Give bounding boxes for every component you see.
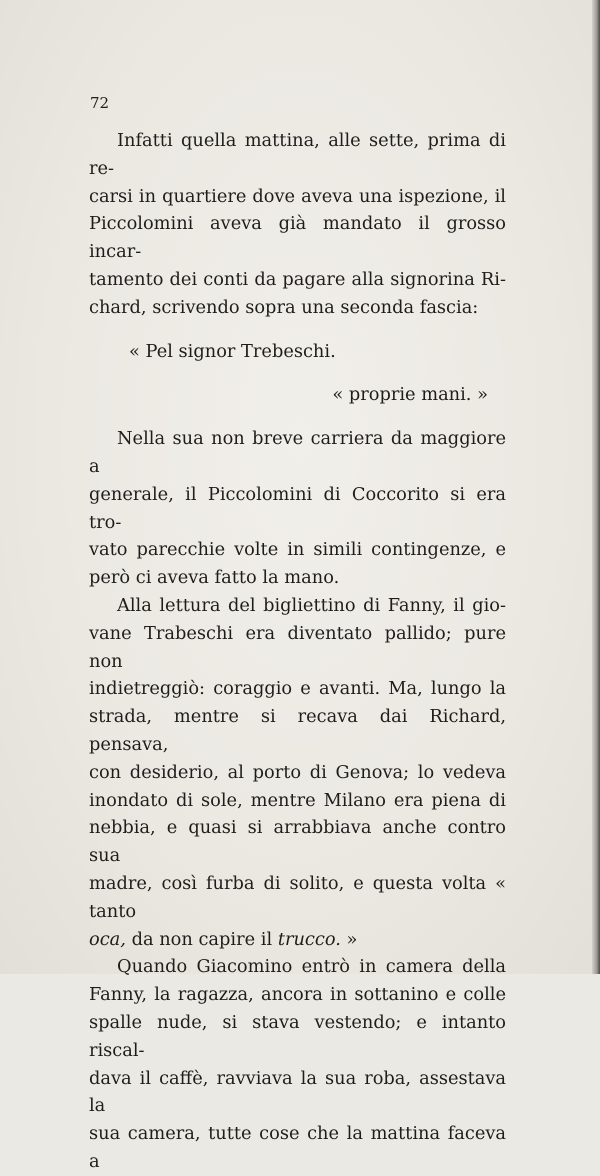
text-line: vato parecchie volte in simili contingenze, e [89,539,506,561]
page-number: 72 [90,94,110,112]
text-line [89,926,506,954]
text-line: vane Trabeschi era diventato pallido; pure non [89,622,506,672]
text-line: Alla lettura del bigliettino di Fanny, il gio- [117,594,506,616]
text-run: » [340,928,358,950]
body-text [89,127,506,1176]
quote-line: « proprie mani. » [332,384,488,406]
text-line: Piccolomini aveva già mandato il grosso incar- [89,213,506,263]
text-line: dava il caffè, ravviava la sua roba, assestava la [89,1067,506,1117]
text-line: Nella sua non breve carriera da maggiore a [89,428,506,477]
text-line: spalle nude, si stava vestendo; e intanto riscal- [89,1011,506,1061]
text-line: inondato di sole, mentre Milano era piena di [89,789,506,811]
text-line: però ci aveva fatto la mano. [89,567,340,589]
text-line: carsi in quartiere dove aveva una ispezione, il [89,185,506,207]
text-line: generale, il Piccolomini di Coccorito si era tro- [89,483,506,533]
italic-word: trucco. [277,928,341,950]
text-line: chard, scrivendo sopra una seconda fascia: [89,296,479,318]
text-line: madre, così furba di solito, e questa volta « tanto [89,872,506,922]
text-line: nebbia, e quasi si arrabbiava anche contro sua [89,817,506,867]
text-line: sua camera, tutte cose che la mattina faceva a [89,1123,506,1172]
italic-word: oca, [89,928,126,950]
text-run: da non capire il [125,928,278,950]
text-line: Quando Giacomino entrò in camera della [117,956,506,978]
text-line: indietreggiò: coraggio e avanti. Ma, lungo la [89,678,506,700]
quote-line: « Pel signor Trebeschi. [129,340,336,362]
text-line: Fanny, la ragazza, ancora in sottanino e colle [89,984,506,1006]
page-edge-shadow [592,0,600,974]
text-line: strada, mentre si recava dai Richard, pensava, [89,706,506,755]
text-line: tamento dei conti da pagare alla signorina Ri- [89,268,506,290]
text-line: con desiderio, al porto di Genova; lo vedeva [89,761,506,783]
text-line: Infatti quella mattina, alle sette, prima di re- [89,130,506,179]
